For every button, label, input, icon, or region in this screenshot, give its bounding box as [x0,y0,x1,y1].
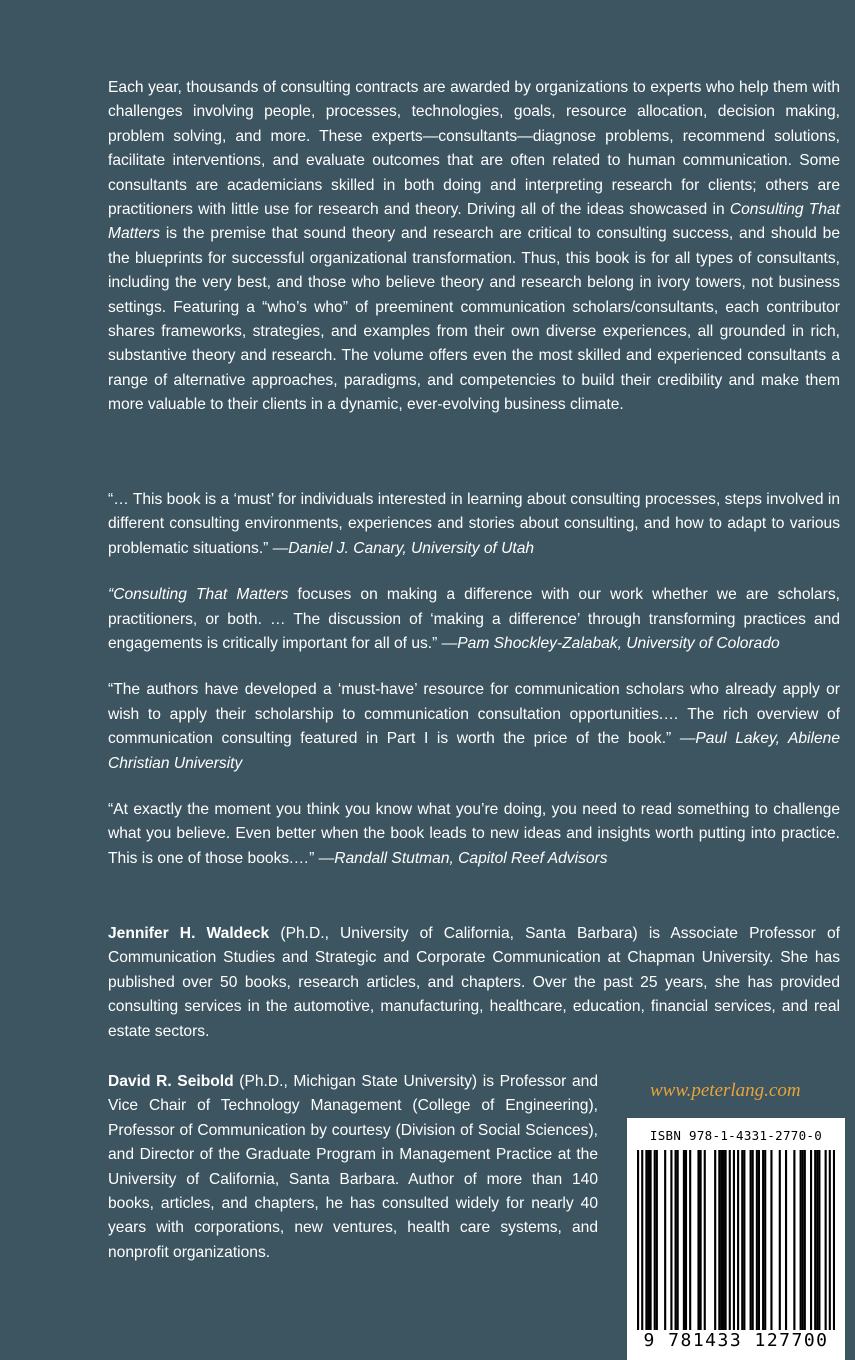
endorsement-attribution: —Randall Stutman, Capitol Reef Advisors [318,849,608,867]
barcode-bar [697,1150,699,1330]
barcode-bar [750,1150,752,1330]
barcode-bar [637,1150,639,1330]
barcode-bar [756,1150,758,1330]
barcode-bar [814,1150,816,1330]
barcode-bar [810,1150,812,1330]
author-name: David R. Seibold [108,1073,234,1090]
barcode-bar [725,1150,727,1330]
barcode-bar [645,1150,647,1330]
endorsements [108,488,840,893]
barcode-bar [804,1150,806,1330]
endorsement-attribution: —Paul Lakey, Abilene Christian University [108,730,841,772]
barcode-bar [729,1150,731,1330]
barcode-bar [741,1150,743,1330]
barcode-bar [785,1150,787,1330]
barcode-bar [720,1150,722,1330]
barcode-bar [647,1150,649,1330]
endorsement-attribution: —Pam Shockley-Zalabak, University of Colorado [441,635,780,653]
barcode-bar [656,1150,658,1330]
barcode-bar [704,1150,706,1330]
barcode-bar [816,1150,818,1330]
book-description [108,76,840,418]
barcode-bar [714,1150,716,1330]
endorsement-lakey: “The authors have developed a ‘must-have’ resource for communication scholars who already apply or wish to apply their scholarship to communication consultation opportunities.… The rich overview of communication consulting featured in Part I is worth the price of the book.” —Paul Lakey, Abilene Christian University [108,681,841,772]
barcode-bar [664,1150,666,1330]
author-bio-seibold: David R. Seibold (Ph.D., Michigan State University) is Professor and Vice Chair of Technology Management (College of Engineering), Professor of Communication by courtesy (Division of Social Sciences), and Director of the Graduate Program in Management Practice at the University of California, Santa Barbara. Author of more than 140 books, articles, and chapters, he has consulted widely for nearly 40 years with corporations, new ventures, health care systems, and nonprofit organizations. [108,1073,598,1261]
barcode-bar [800,1150,802,1330]
barcode-bar [685,1150,687,1330]
barcode-bar [793,1150,795,1330]
barcode-bar [733,1150,735,1330]
barcode-bar [818,1150,820,1330]
barcode-bar [764,1150,766,1330]
ean-digits: 9 781433 127700 [643,1330,829,1351]
endorsement-stutman: “At exactly the moment you think you know what you’re doing, you need to read something to challenge what you believe. Even better when the book leads to new ideas and insights worth putting into practice. This is one of those books.…” —Randall Stutman, Capitol Reef Advisors [108,801,840,867]
barcode-bar [737,1150,739,1330]
barcode-bar [683,1150,685,1330]
isbn-label: ISBN 978-1-4331-2770-0 [649,1128,823,1143]
author-name: Jennifer H. Waldeck [108,925,270,942]
description-part-2: is the premise that sound theory and research are critical to consulting success, and should be the blueprints for successful organizational transformation. Thus, this book is for all types of consultants, including the very best, and those who believe theory and research belong in ivory towers, not business settings. Featuring a “who’s who” of preeminent communication scholars/consultants, each contributor shares frameworks, strategies, and examples from their own diverse experiences, all grounded in rich, substantive theory and research. The volume offers even the most skilled and experienced consultants a range of alternative approaches, paradigms, and competencies to build their credibility and make them more valuable to their clients in a dynamic, ever-evolving business climate. [108,225,840,414]
barcode-bar [718,1150,720,1330]
endorsement-attribution: —Daniel J. Canary, University of Utah [272,539,535,557]
barcode-bar [670,1150,672,1330]
barcode-bars [637,1150,835,1330]
barcode-bar [825,1150,827,1330]
endorsement-shockley-zalabak: “Consulting That Matters focuses on making a difference with our work whether we are scholars, practitioners, or both. … The discussion of ‘making a difference’ through transforming practices and engagements is critically important for all of us.” —Pam Shockley-Zalabak, University of Colorado [108,586,840,653]
barcode-bar [779,1150,781,1330]
barcode-bar [689,1150,691,1330]
barcode-bar [770,1150,772,1330]
barcode-bar [675,1150,677,1330]
barcode-bar [752,1150,754,1330]
barcode-bar [641,1150,643,1330]
barcode-bar [762,1150,764,1330]
barcode-bar [654,1150,656,1330]
barcode-bar [802,1150,804,1330]
barcode-bar [677,1150,679,1330]
barcode-bar [700,1150,702,1330]
barcode-bar [758,1150,760,1330]
endorsement-canary: “… This book is a ‘must’ for individuals interested in learning about consulting processes, steps involved in different consulting environments, experiences and stories about consulting, and how to adapt to various problematic situations.” —Daniel J. Canary, University of Utah [108,491,840,557]
author-bio-waldeck: Jennifer H. Waldeck (Ph.D., University of California, Santa Barbara) is Associate Professor of Communication Studies and Strategic and Corporate Communication at Chapman University. She has published over 50 books, research articles, and chapters. Over the past 25 years, she has provided consulting services in the automotive, manufacturing, healthcare, education, financial services, and real estate sectors. [108,925,841,1040]
barcode-bar [829,1150,831,1330]
barcode-bar [722,1150,724,1330]
barcode-bar [650,1150,652,1330]
book-title-italic: Consulting That Matters [108,201,841,243]
publisher-website: www.peterlang.com [650,1080,801,1101]
barcode-bar [833,1150,835,1330]
description-part-1: Each year, thousands of consulting contracts are awarded by organizations to experts who help them with challenges involving people, processes, technologies, goals, resource allocation, decision making, problem solving, and more. These experts—consultants—diagnose problems, recommend solutions, facilitate interventions, and evaluate outcomes that are often related to human communication. Some consultants are academicians skilled in both doing and interpreting research for clients; others are practitioners with little use for research and theory. Driving all of the ideas showcased in [108,79,840,219]
isbn-barcode [627,1118,845,1360]
barcode-bar [743,1150,745,1330]
